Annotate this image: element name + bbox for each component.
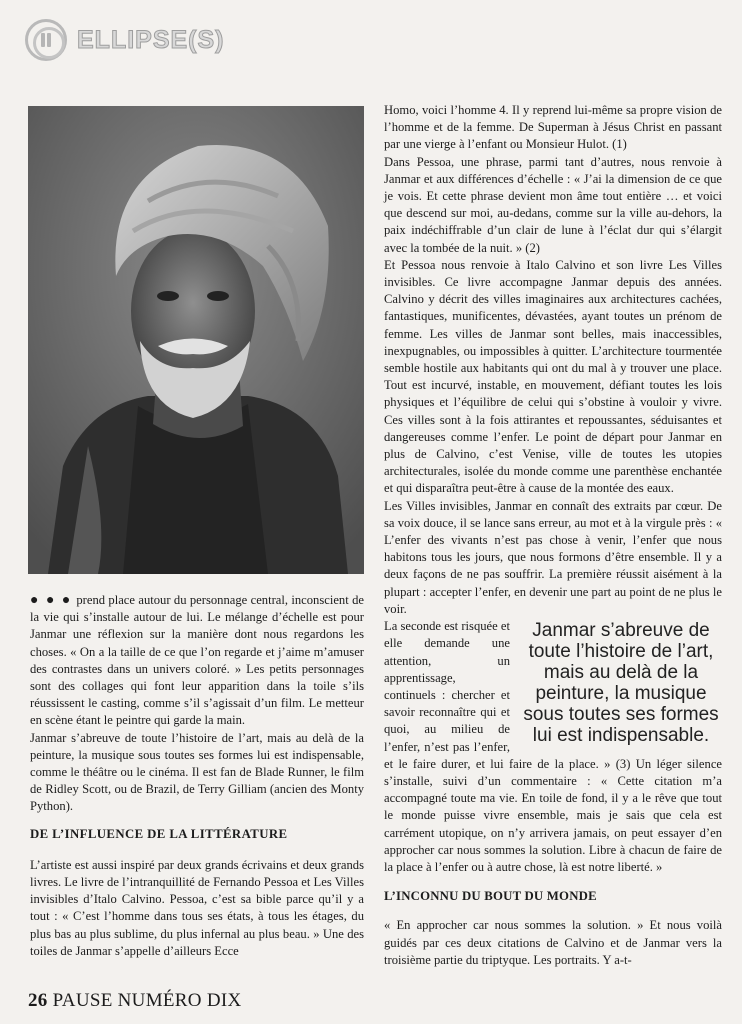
paragraph-text: prend place autour du personnage central, inconscient de la vie qui s’installe autour de lui. Le mélange d’échelle est pour Janmar une réflexion sur la manière dont nous regardons les choses. « On a la taille de ce que l’on regarde et j’aime m’amuser des contrastes dans un univers coloré. » Les petits personnages sont des collages qui font leur apparition dans la toile s’ils réussissent le casting, comme s’il s’agissait d’un film. Le metteur en scène étant le peintre qui garde la main. — [30, 593, 364, 728]
paragraph: « En approcher car nous sommes la solution. » Et nous voilà guidés par ces deux citations de Calvino et de Janmar vers la troisième partie du triptyque. Les portraits. Y a-t- — [384, 918, 722, 967]
page-number: 26 — [28, 990, 48, 1011]
ellipse-logo-icon — [25, 19, 67, 61]
section-title: ELLIPSE(S) — [77, 25, 225, 54]
right-column — [384, 102, 722, 969]
page-footer — [28, 990, 242, 1012]
portrait-illustration-icon — [28, 106, 364, 574]
paragraph: Homo, voici l’homme 4. Il y reprend lui-même sa propre vision de l’homme et de la femme. De Superman à Jésus Christ en passant par une vierge à l’enfant ou Monsieur Hulot. (1) — [384, 103, 722, 152]
bullet-dots-icon: ● ● ● — [30, 593, 73, 608]
paragraph: La seconde est risquée et elle demande une attention, un apprentissage, continuels : chercher et savoir reconnaître qui et quoi, au milieu de l’enfer, n’est pas l’enfer, et le faire durer, et lui faire de la place. » (3) Un léger silence s’installe, suivi d’un commentaire : « Cette citation m’a accompagné toute ma vie. En toile de fond, il y a le rêve que tout le monde puisse vivre ensemble, mais je sais que cela est carrément utopique, on n’y arrivera jamais, on peut essayer d’en approcher car nous sommes la solution. Libre à chacun de faire de la place à l’enfer ou à autre chose, là est notre liberté. » — [384, 619, 722, 874]
pull-quote: Janmar s’abreuve de toute l’histoire de l’art, mais au delà de la peinture, la musique sous toutes ses formes lui est indispensable. — [523, 620, 719, 747]
magazine-name: PAUSE NUMÉRO DIX — [52, 990, 242, 1011]
paragraph: Janmar s’abreuve de toute l’histoire de l’art, mais au delà de la peinture, la musique sous toutes ses formes lui est indispensable, comme le théâtre ou le cinéma. Il est fan de Blade Runner, le film de Ridley Scott, ou de Brazil, de Terry Gilliam (ancien des Monty Python). — [30, 730, 364, 814]
paragraph: L’artiste est aussi inspiré par deux grands écrivains et deux grands livres. Le livre de l’intranquillité de Fernando Pessoa et Les Villes invisibles d’Italo Calvino. Pessoa, c’est sa bible parce qu’il y a tout : « C’est l’homme dans tous ses états, à tous les étages, du plus bas au plus sublime, du plus infernal au plus beau. » Une des toiles de Janmar s’appelle d’ailleurs Ecce — [30, 857, 364, 958]
left-column — [30, 592, 364, 960]
section-heading: DE L’INFLUENCE DE LA LITTÉRATURE — [30, 826, 288, 841]
paragraph: Dans Pessoa, une phrase, parmi tant d’autres, nous renvoie à Janmar et aux différences d’échelle : « J’ai la dimension de ce que je vois. Et cette phrase devient mon âme tout entière … et voici que descend sur moi, au-dedans, comme sur la ville au-dehors, la paix indéchiffrable d’un clair de lune à l’éclat dur qui s’élargit avec la tombée de la nuit. » (2) — [384, 154, 722, 255]
header — [25, 18, 225, 62]
paragraph — [30, 592, 364, 730]
paragraph: Et Pessoa nous renvoie à Italo Calvino et son livre Les Villes invisibles. Ce livre accompagne Janmar depuis des années. Calvino y décrit des villes imaginaires aux architectures cachées, fantastiques, munificentes, dévastées, ayant toutes un prénom de femme. Les villes de Janmar sont belles, mais inaccessibles, inexpugnables, ou impossibles à quitter. L’architecture tourmentée semble hostile aux habitants qui ont du mal à y trouver une place. Tout est incurvé, instable, en mouvement, défiant toutes les lois physiques et l’équilibre de celui qui s’obstine à vouloir y vivre. Ces villes sont à la fois attirantes et repoussantes, séduisantes et dangereuses comme l’enfer. Le point de départ pour Janmar en plus de Calvino, c’est Venise, ville de toutes les utopies architecturales, isolée du monde comme une parenthèse enchantée et qui disparaîtra peut-être à cause de la montée des eaux. — [384, 257, 722, 496]
portrait-painting — [28, 106, 364, 574]
section-heading: L’INCONNU DU BOUT DU MONDE — [384, 889, 597, 904]
quote-wrap-area — [384, 618, 722, 876]
paragraph: Les Villes invisibles, Janmar en connaît des extraits par cœur. De sa voix douce, il se lance sans erreur, au mot et à la virgule près : « L’enfer des vivants n’est pas chose à venir, l’enfer que nous habitons tous les jours, que nous formons d’être ensemble. Il y a deux façons de ne pas souffrir. La première réussit aisément à la plupart : accepter l’enfer, en devenir une part au point de ne plus le voir. — [384, 498, 722, 616]
